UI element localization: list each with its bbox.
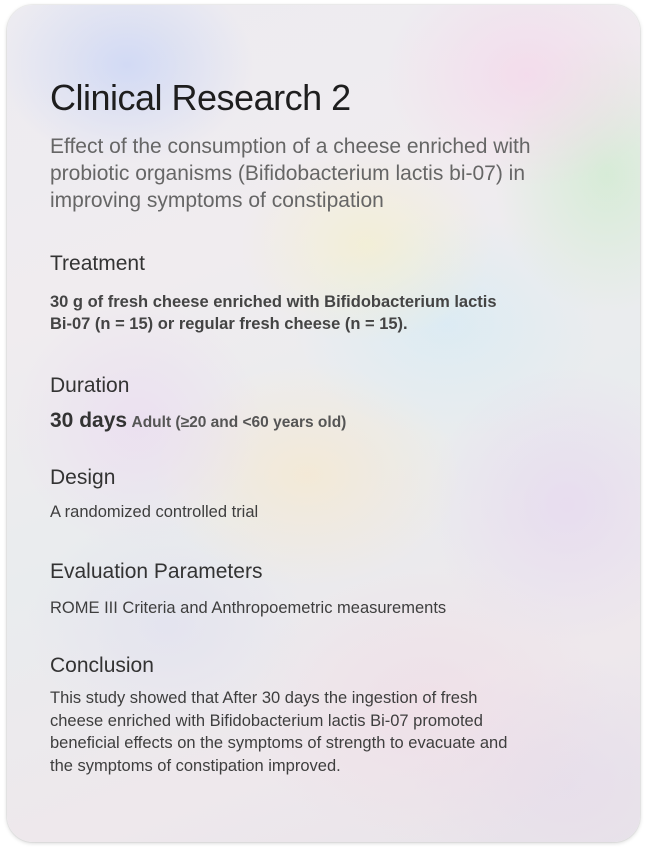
card-subtitle: Effect of the consumption of a cheese enriched with probiotic organisms (Bifidobacterium lactis bi-07) in improving symptoms of constipation [50,135,531,212]
treatment-body-line-1: 30 g of fresh cheese enriched with Bifidobacterium lactis [50,293,497,311]
duration-heading: Duration [50,374,130,397]
conclusion-heading: Conclusion [50,654,154,677]
conclusion-body [50,687,507,777]
treatment-body [50,291,497,335]
conclusion-body-line-2: cheese enriched with Bifidobacterium lactis Bi-07 promoted [50,711,483,730]
conclusion-body-line-4: the symptoms of constipation improved. [50,756,341,775]
duration-value: 30 days [50,409,128,432]
treatment-body-line-2: Bi-07 (n = 15) or regular fresh cheese (n = 15). [50,315,408,333]
card-title: Clinical Research 2 [50,77,351,118]
evaluation-body: ROME III Criteria and Anthropoemetric measurements [50,599,447,617]
evaluation-heading: Evaluation Parameters [50,560,263,583]
duration-row [50,409,346,433]
duration-note: Adult (≥20 and <60 years old) [131,414,347,431]
design-heading: Design [50,466,116,489]
conclusion-body-line-3: beneficial effects on the symptoms of strength to evacuate and [50,734,508,752]
treatment-heading: Treatment [50,252,145,275]
clinical-research-card [7,5,640,842]
conclusion-body-line-1: This study showed that After 30 days the ingestion of fresh [50,689,478,707]
design-body: A randomized controlled trial [50,503,259,521]
